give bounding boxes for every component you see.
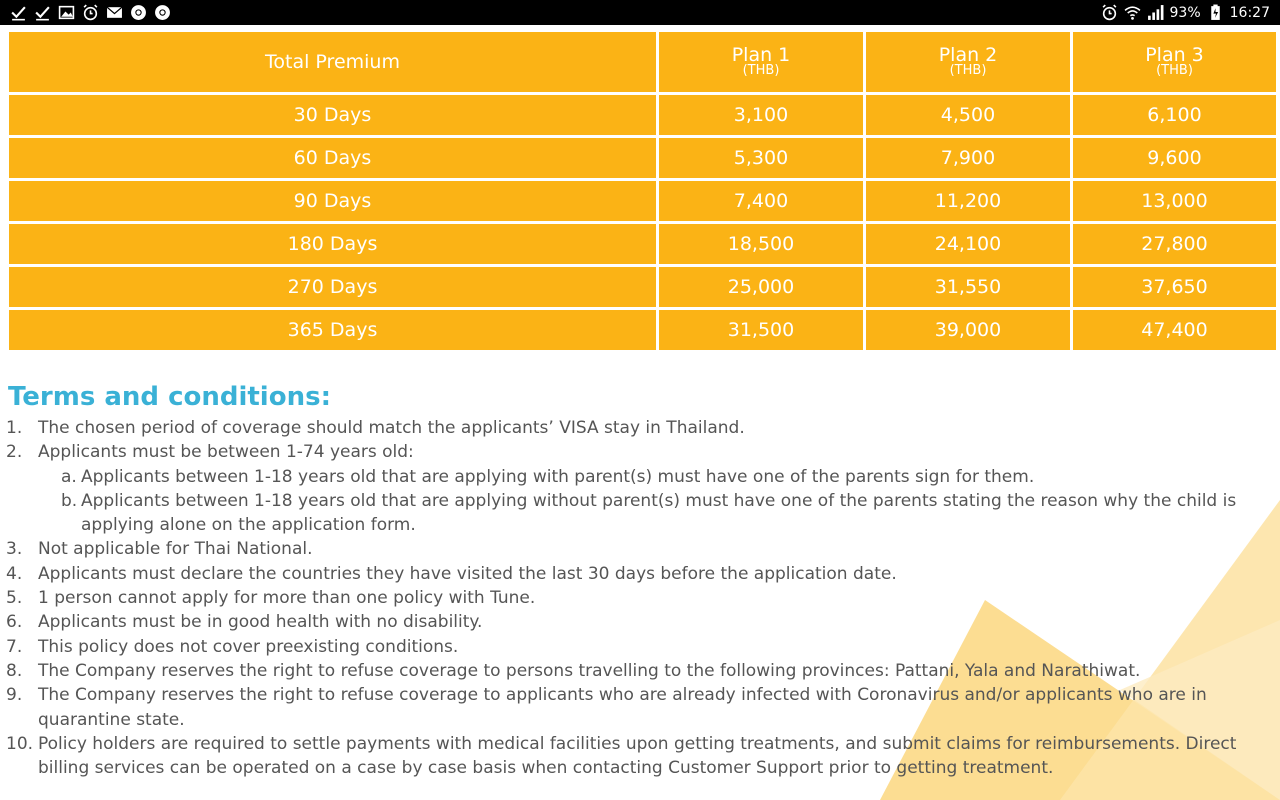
item-text: Not applicable for Thai National. [38,539,313,560]
alarm-icon [1101,4,1118,21]
item-number: 9. [6,685,23,706]
plan1-cell: 31,500 [658,309,865,352]
mail-icon [106,4,123,21]
item-text: Applicants must be in good health with no disability. [38,612,483,633]
item-number: 10. [6,733,34,754]
image-icon [58,4,75,21]
checkmark-icon [34,4,51,21]
period-cell: 60 Days [8,137,658,180]
plan-name: Plan 3 [1145,44,1204,66]
table-row [8,223,1278,266]
item-text: Applicants must declare the countries they have visited the last 30 days before the application date. [38,563,897,584]
plan-unit: (THB) [1156,63,1193,78]
plan3-cell: 9,600 [1072,137,1278,180]
list-item [6,586,1276,610]
battery-percent: 93% [1169,4,1201,21]
sub-item-letter: a. [61,466,77,487]
plan-name: Plan 1 [731,44,791,66]
period-cell: 270 Days [8,266,658,309]
list-item [6,732,1276,781]
terms-title: Terms and conditions: [8,382,331,412]
plan1-cell: 25,000 [658,266,865,309]
list-item [6,440,1276,464]
period-cell: 90 Days [8,180,658,223]
table-row [8,137,1278,180]
notification-icons [0,4,171,21]
plan2-cell: 4,500 [865,94,1072,137]
list-item [6,562,1276,586]
sub-item-text: Applicants between 1-18 years old that are applying with parent(s) must have one of the parents sign for them. [81,466,1035,487]
list-item [6,537,1276,561]
alarm-icon [82,4,99,21]
clock: 16:27 [1229,4,1270,21]
signal-icon [1147,4,1164,21]
plan3-cell: 6,100 [1072,94,1278,137]
table-row [8,94,1278,137]
table-row [8,309,1278,352]
plan2-cell: 31,550 [865,266,1072,309]
chrome-icon [130,4,147,21]
item-text: The Company reserves the right to refuse coverage to persons travelling to the following provinces: Pattani, Yala and Narathiwat. [38,660,1141,681]
item-number: 3. [6,539,23,560]
sub-item-text: Applicants between 1-18 years old that are applying without parent(s) must have one of the parents stating the reason why the child is applying alone on the application form. [81,490,1237,536]
header-plan-3 [1072,31,1278,94]
premium-table [6,29,1279,353]
sub-list-item [6,489,1276,538]
item-number: 4. [6,563,23,584]
item-text: The chosen period of coverage should match the applicants’ VISA stay in Thailand. [38,418,745,438]
plan1-cell: 3,100 [658,94,865,137]
system-status [1101,4,1280,21]
plan3-cell: 13,000 [1072,180,1278,223]
wifi-icon [1124,4,1141,21]
plan1-cell: 18,500 [658,223,865,266]
plan2-cell: 11,200 [865,180,1072,223]
table-row [8,266,1278,309]
item-text: Policy holders are required to settle payments with medical facilities upon getting treatments, and submit claims for reimbursements. Direct billing services can be operated on a case by case basis when contacting Customer Support prior to getting treatment. [38,733,1237,779]
item-number: 6. [6,612,23,633]
terms-section [6,380,1276,780]
plan1-cell: 5,300 [658,137,865,180]
period-cell: 365 Days [8,309,658,352]
plan1-cell: 7,400 [658,180,865,223]
plan-unit: (THB) [949,63,987,78]
plan2-cell: 39,000 [865,309,1072,352]
period-cell: 30 Days [8,94,658,137]
item-number: 1. [6,418,23,438]
item-number: 5. [6,588,23,609]
table-header-row [8,31,1278,94]
item-number: 8. [6,660,23,681]
plan3-cell: 27,800 [1072,223,1278,266]
item-text: This policy does not cover preexisting conditions. [38,636,459,657]
sub-list-item [6,465,1276,489]
item-text: The Company reserves the right to refuse coverage to applicants who are already infected with Coronavirus and/or applicants who are in quarantine state. [38,685,1207,730]
header-plan-1 [658,31,865,94]
item-number: 2. [6,442,23,463]
plan-name: Plan 2 [938,44,998,66]
list-item [6,416,1276,440]
plan-unit: (THB) [742,63,780,78]
item-number: 7. [6,636,23,657]
header-total-premium: Total Premium [8,31,658,94]
status-bar [0,0,1280,25]
list-item [6,610,1276,634]
list-item [6,635,1276,659]
list-item [6,683,1276,732]
item-text: 1 person cannot apply for more than one policy with Tune. [38,588,536,609]
chrome-icon [154,4,171,21]
plan3-cell: 47,400 [1072,309,1278,352]
plan2-cell: 24,100 [865,223,1072,266]
table-row [8,180,1278,223]
list-item [6,659,1276,683]
sub-item-letter: b. [61,490,78,511]
plan2-cell: 7,900 [865,137,1072,180]
header-plan-2 [865,31,1072,94]
battery-icon [1207,4,1224,21]
plan3-cell: 37,650 [1072,266,1278,309]
item-text: Applicants must be between 1-74 years old: [38,442,414,463]
period-cell: 180 Days [8,223,658,266]
checkmark-icon [10,4,27,21]
